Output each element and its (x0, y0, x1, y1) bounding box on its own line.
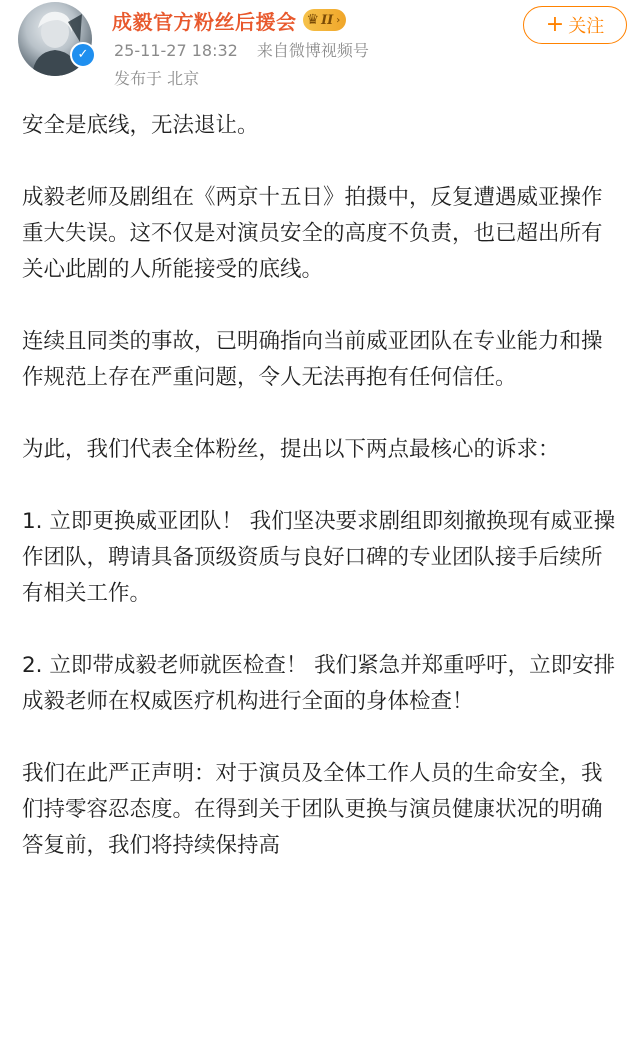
post-paragraph: 2. 立即带成毅老师就医检查！ 我们紧急并郑重呼吁，立即安排成毅老师在权威医疗机构进行全面的身体检查！ (22, 653, 616, 714)
crown-icon: ♛ (306, 12, 320, 28)
post-location: 发布于 北京 (114, 69, 200, 88)
author-row (112, 4, 346, 36)
post-paragraph: 为此，我们代表全体粉丝，提出以下两点最核心的诉求： (22, 437, 560, 462)
chevron-right-icon: › (336, 14, 341, 26)
vip-badge[interactable] (303, 9, 347, 31)
post-paragraph: 1. 立即更换威亚团队！ 我们坚决要求剧组即刻撤换现有威亚操作团队，聘请具备顶级资质与良好口碑的专业团队接手后续所有相关工作。 (22, 509, 616, 606)
post-paragraph: 连续且同类的事故，已明确指向当前威亚团队在专业能力和操作规范上存在严重问题，令人无法再抱有任何信任。 (22, 329, 603, 390)
vip-level: II (321, 12, 334, 28)
post-body (22, 108, 622, 900)
post-meta (114, 38, 369, 61)
post-paragraph: 安全是底线，无法退让。 (22, 113, 259, 138)
follow-label: 关注 (568, 16, 605, 37)
post-timestamp: 25-11-27 18:32 (114, 41, 238, 60)
post-source[interactable]: 来自微博视频号 (256, 41, 369, 60)
plus-icon: + (545, 12, 565, 37)
verified-check-icon: ✓ (70, 42, 96, 68)
post-paragraph: 我们在此严正声明：对于演员及全体工作人员的生命安全，我们持零容忍态度。在得到关于团队更换与演员健康状况的明确答复前，我们将持续保持高 (22, 761, 603, 858)
follow-button[interactable] (523, 6, 627, 44)
post-paragraph: 成毅老师及剧组在《两京十五日》拍摄中，反复遭遇威亚操作重大失误。这不仅是对演员安全的高度不负责，也已超出所有关心此剧的人所能接受的底线。 (22, 185, 603, 282)
post-header (0, 0, 640, 100)
author-name[interactable]: 成毅官方粉丝后援会 (112, 9, 297, 34)
